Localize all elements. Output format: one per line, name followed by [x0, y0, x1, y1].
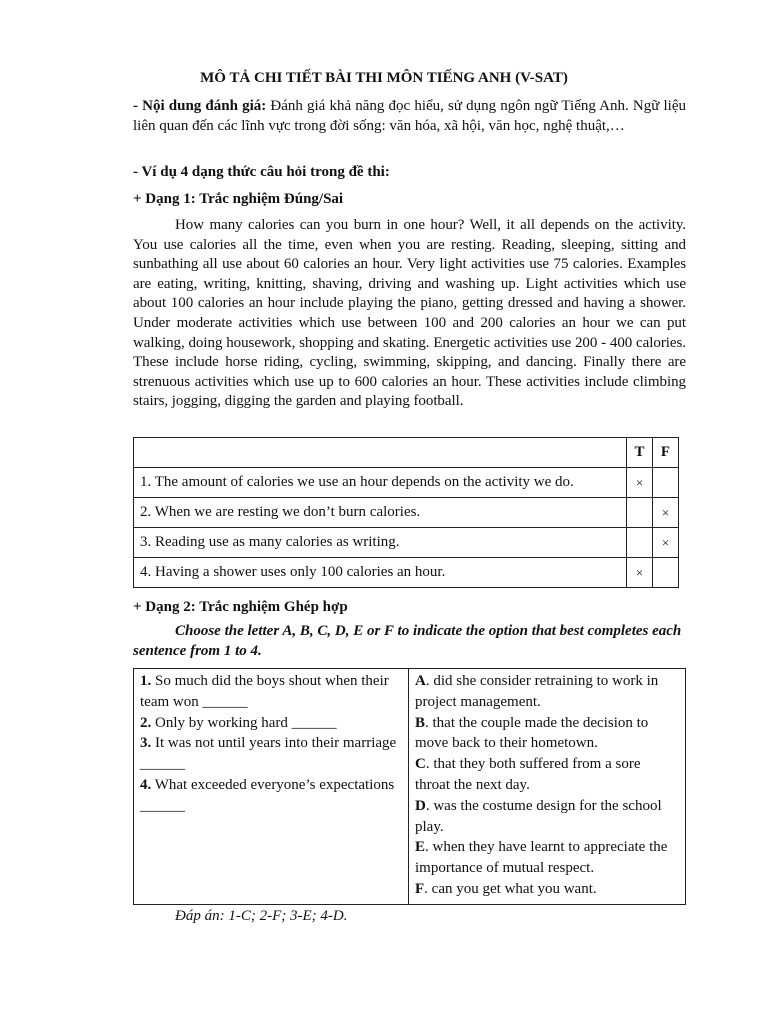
content-label: - Nội dung đánh giá:	[133, 98, 267, 114]
content-description	[133, 97, 686, 136]
table-row	[134, 468, 679, 498]
question-header-cell	[134, 438, 627, 468]
list-item: 3. It was not until years into their marriage ______	[140, 735, 397, 773]
matching-table	[133, 668, 686, 905]
list-item: 1. So much did the boys shout when their team won ______	[140, 673, 389, 710]
examples-heading-text: - Ví dụ 4 dạng thức câu hỏi trong đề thi:	[133, 164, 390, 180]
statement-cell: 4. Having a shower uses only 100 calories an hour.	[134, 558, 627, 588]
true-mark-cell: ×	[627, 468, 653, 498]
examples-heading	[133, 163, 686, 183]
false-header: F	[653, 438, 679, 468]
reading-passage: How many calories can you burn in one hour? Well, it all depends on the activity. You use calories all the time, even when you are resting. Reading, sleeping, sitting and sunbathing all use about 60 calories an hour. Very light activities use 75 calories. Examples are eating, writing, knitting, shaving, driving and washing up. Light activities which use about 100 calories an hour include playing the piano, getting dressed and having a shower. Under moderate activities which use between 100 and 200 calories an hour we can put walking, doing housework, shopping and skating. Energetic activities use 200 - 400 calories. These include horse riding, cycling, swimming, skipping, and dancing. Finally there are strenuous activities which use up to 600 calories an hour. These activities include climbing stairs, jogging, digging the garden and playing football.	[133, 217, 686, 410]
table-row	[134, 498, 679, 528]
statement-cell: 1. The amount of calories we use an hour depends on the activity we do.	[134, 468, 627, 498]
matching-instruction: Choose the letter A, B, C, D, E or F to indicate the option that best completes each sentence from 1 to 4.	[133, 623, 682, 659]
options-cell	[409, 669, 686, 905]
type2-heading	[133, 598, 686, 618]
table-row	[134, 558, 679, 588]
table-row	[134, 528, 679, 558]
list-item: D. was the costume design for the school play.	[415, 797, 662, 835]
list-item: 4. What exceeded everyone’s expectations ______	[140, 776, 395, 814]
list-item: F. can you get what you want.	[415, 880, 597, 897]
sentence-stems-cell	[134, 669, 409, 905]
list-item: E. when they have learnt to appreciate the importance of mutual respect.	[415, 839, 668, 877]
table-row	[134, 669, 686, 905]
false-mark-cell: ×	[653, 528, 679, 558]
false-mark-cell	[653, 558, 679, 588]
true-mark-cell	[627, 498, 653, 528]
type1-heading	[133, 190, 686, 210]
table-header-row	[134, 438, 679, 468]
true-mark-cell	[627, 528, 653, 558]
statement-cell: 2. When we are resting we don’t burn calories.	[134, 498, 627, 528]
content-text: Đánh giá khả năng đọc hiểu, sử dụng ngôn ngữ Tiếng Anh. Ngữ liệu liên quan đến các lĩnh vực trong đời sống: văn hóa, xã hội, văn học, nghệ thuật,…	[133, 98, 686, 134]
list-item: B. that the couple made the decision to move back to their hometown.	[415, 714, 649, 752]
false-mark-cell: ×	[653, 498, 679, 528]
true-false-table	[133, 437, 679, 588]
false-mark-cell	[653, 468, 679, 498]
list-item: A. did she consider retraining to work in project management.	[415, 673, 659, 710]
true-mark-cell: ×	[627, 558, 653, 588]
type2-heading-text: + Dạng 2: Trắc nghiệm Ghép hợp	[133, 599, 348, 615]
true-header: T	[627, 438, 653, 468]
list-item: 2. Only by working hard ______	[140, 714, 337, 731]
document-title: MÔ TẢ CHI TIẾT BÀI THI MÔN TIẾNG ANH (V-SAT)	[200, 70, 568, 86]
type1-heading-text: + Dạng 1: Trắc nghiệm Đúng/Sai	[133, 191, 344, 207]
statement-cell: 3. Reading use as many calories as writing.	[134, 528, 627, 558]
answer-key: Đáp án: 1-C; 2-F; 3-E; 4-D.	[175, 908, 348, 924]
list-item: C. that they both suffered from a sore throat the next day.	[415, 756, 641, 793]
